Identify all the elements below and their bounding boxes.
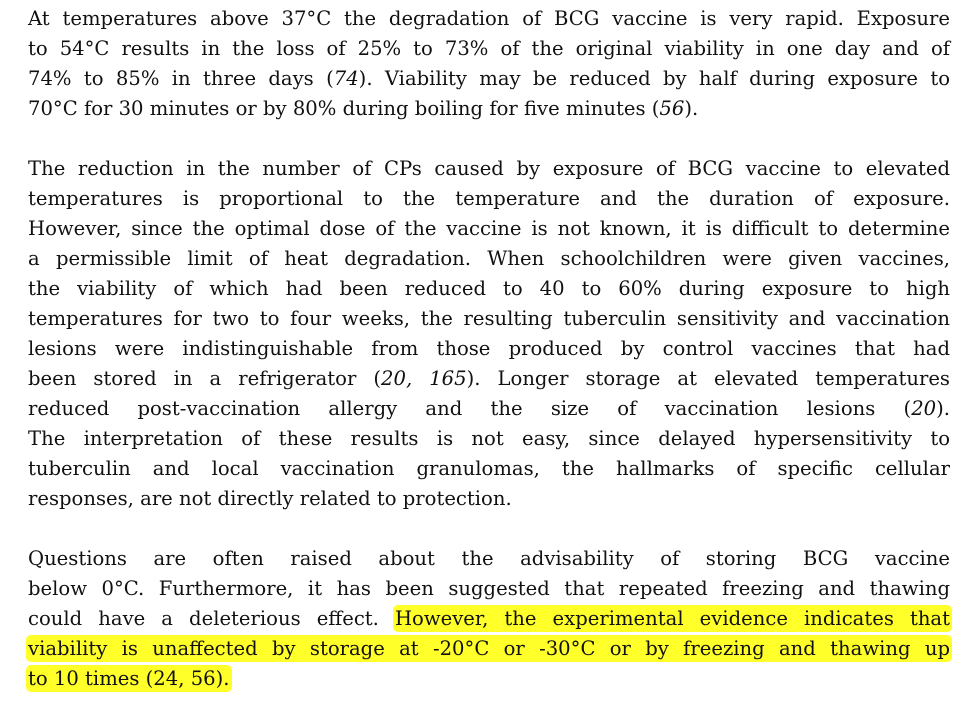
text-line	[28, 64, 950, 94]
text-segment: the viability of which had been reduced to 40 to 60% during exposure to high	[28, 277, 950, 300]
text-segment: ). Longer storage at elevated temperatures	[466, 367, 950, 390]
text-line	[28, 274, 950, 304]
text-segment: tuberculin and local vaccination granulomas, the hallmarks of specific cellular	[28, 457, 950, 480]
text-line	[28, 604, 950, 634]
text-line	[28, 544, 950, 574]
text-segment: temperatures for two to four weeks, the resulting tuberculin sensitivity and vaccination	[28, 307, 950, 330]
text-line	[28, 304, 950, 334]
text-line	[28, 214, 950, 244]
paragraph-heat-degradation	[28, 4, 950, 124]
text-line	[28, 394, 950, 424]
text-line	[28, 574, 950, 604]
highlighted-text: However, the experimental evidence indicates that	[394, 607, 950, 630]
paragraph-freezing-storage	[28, 544, 950, 694]
text-segment: reduced post-vaccination allergy and the size of vaccination lesions (	[28, 397, 912, 420]
text-line	[28, 244, 950, 274]
document-page	[28, 4, 950, 694]
text-segment: The interpretation of these results is not easy, since delayed hypersensitivity to	[28, 427, 950, 450]
citation-ref: 20, 165	[381, 367, 467, 390]
citation-ref: 56	[659, 97, 685, 120]
text-segment: ).	[936, 397, 950, 420]
text-segment: At temperatures above 37°C the degradation of BCG vaccine is very rapid. Exposure	[28, 7, 950, 30]
text-line	[28, 184, 950, 214]
text-segment: been stored in a refrigerator (	[28, 367, 382, 390]
paragraph-viability-reduction	[28, 154, 950, 514]
text-line	[28, 664, 950, 694]
highlighted-text: viability is unaffected by storage at -20°C or -30°C or by freezing and thawing up	[28, 637, 950, 660]
text-line	[28, 364, 950, 394]
citation-ref: 20	[911, 397, 937, 420]
text-segment: a permissible limit of heat degradation. When schoolchildren were given vaccines,	[28, 247, 950, 270]
text-segment: However, since the optimal dose of the vaccine is not known, it is difficult to determine	[28, 217, 950, 240]
text-segment: 70°C for 30 minutes or by 80% during boiling for five minutes (	[28, 97, 660, 120]
highlighted-text: to 10 times (24, 56).	[28, 667, 230, 690]
text-segment: responses, are not directly related to protection.	[28, 487, 512, 510]
text-line	[28, 484, 950, 514]
text-segment: ). Viability may be reduced by half during exposure to	[358, 67, 950, 90]
text-line	[28, 334, 950, 364]
text-segment: could have a deleterious effect.	[28, 607, 395, 630]
text-line	[28, 94, 950, 124]
text-segment: temperatures is proportional to the temperature and the duration of exposure.	[28, 187, 950, 210]
text-segment: Questions are often raised about the advisability of storing BCG vaccine	[28, 547, 950, 570]
text-segment: The reduction in the number of CPs caused by exposure of BCG vaccine to elevated	[28, 157, 950, 180]
text-segment: to 54°C results in the loss of 25% to 73% of the original viability in one day and of	[28, 37, 950, 60]
text-segment: below 0°C. Furthermore, it has been suggested that repeated freezing and thawing	[28, 577, 950, 600]
text-segment: 74% to 85% in three days (	[28, 67, 334, 90]
text-segment: lesions were indistinguishable from those produced by control vaccines that had	[28, 337, 950, 360]
text-line	[28, 154, 950, 184]
text-line	[28, 454, 950, 484]
text-line	[28, 4, 950, 34]
text-line	[28, 634, 950, 664]
text-segment: ).	[684, 97, 699, 120]
citation-ref: 74	[333, 67, 359, 90]
text-line	[28, 34, 950, 64]
text-line	[28, 424, 950, 454]
